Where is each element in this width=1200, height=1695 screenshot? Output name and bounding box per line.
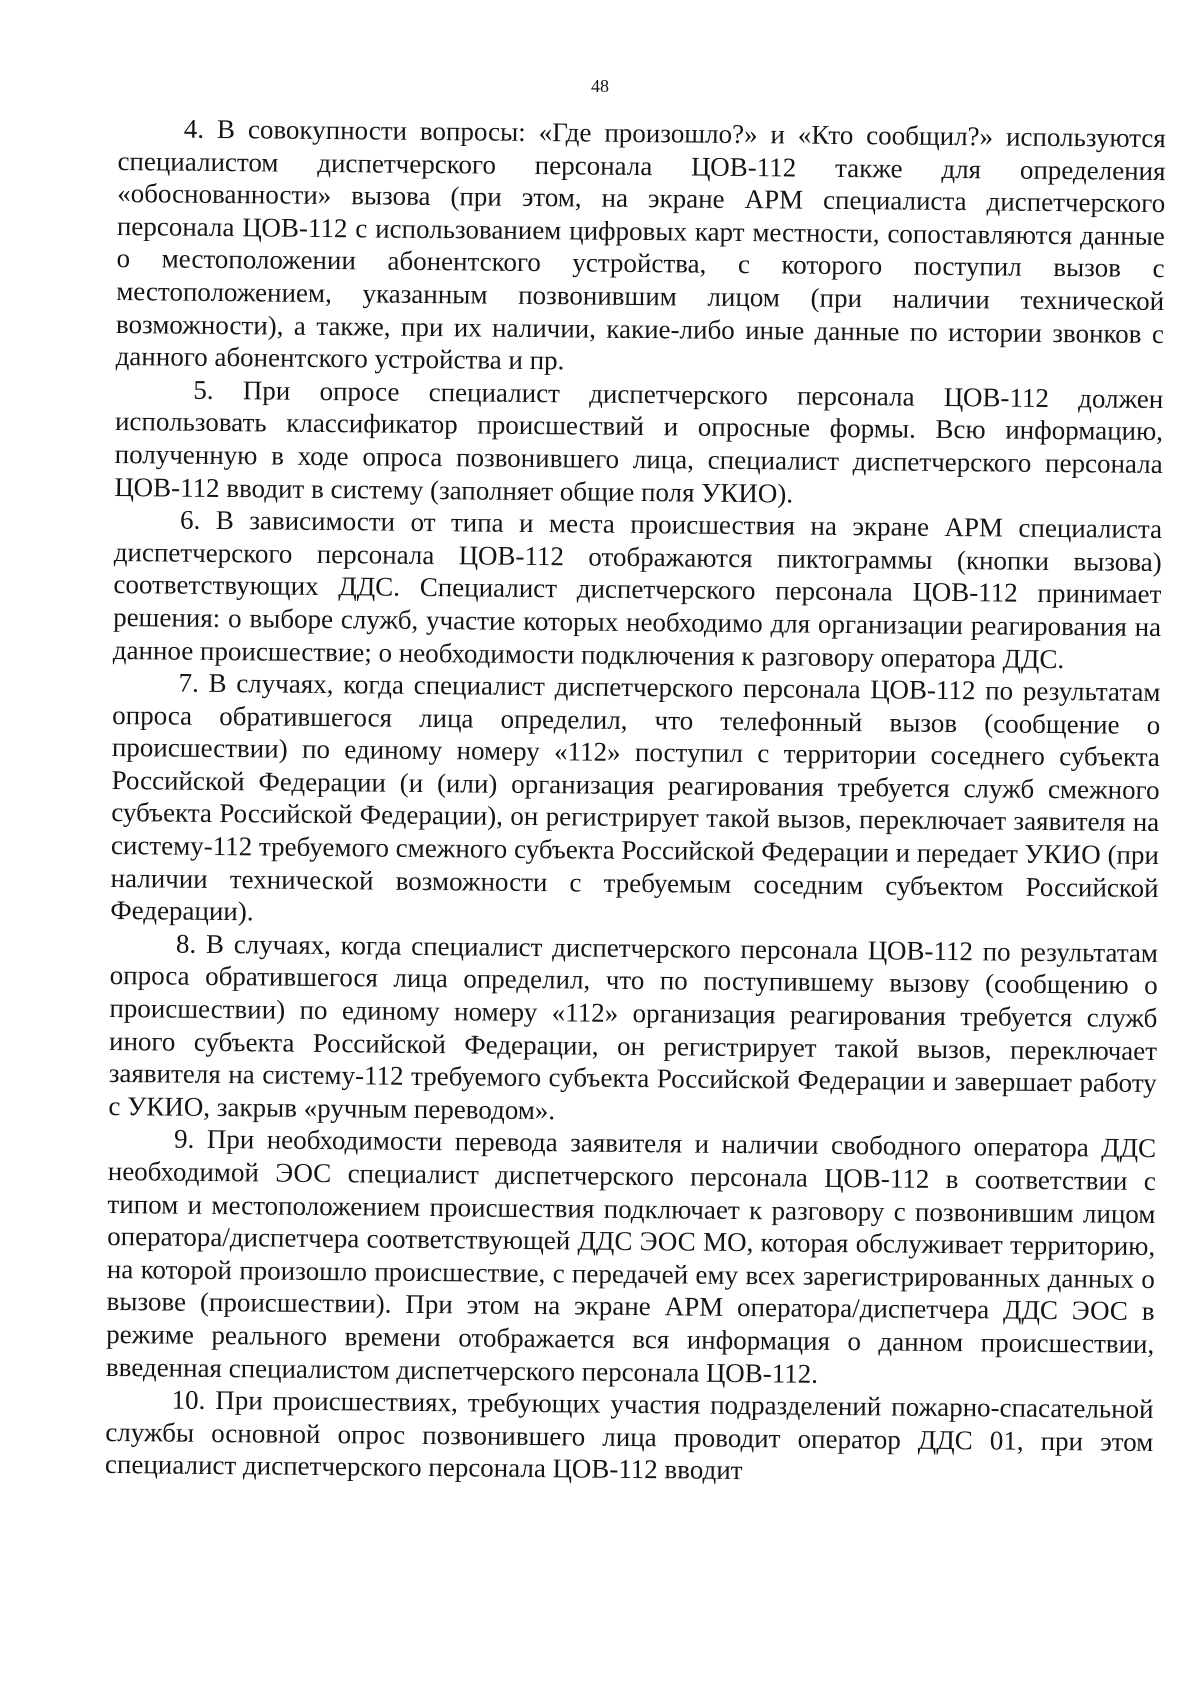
paragraph-9: 9. При необходимости перевода заявителя и наличии свободного оператора ДДС необходимой ЭОС специалист диспетчерского персонала ЦОВ-112 в соответствии с типом и местоположением происшествия подключает к разговору с позвонившим лицом оператора/диспетчера соответствующей ДДС ЭОС МО, которая обслуживает территорию, на которой произошло происшествие, с передачей ему всех зарегистрированных данных о вызове (происшествии). При этом на экране АРМ оператора/диспетчера ДДС ЭОС в режиме реального времени отображается вся информация о данном происшествии, введенная специалистом диспетчерского персонала ЦОВ-112. (105, 1123, 1157, 1389)
paragraph-6: 6. В зависимости от типа и места происшествия на экране АРМ специалиста диспетчерского персонала ЦОВ-112 отображаются пиктограммы (кнопки вызова) соответствующих ДДС. Специалист диспетчерского персонала ЦОВ-112 принимает решения: о выборе служб, участие которых необходимо для организации реагирования на данное происшествие; о необходимости подключения к разговору оператора ДДС. (112, 504, 1163, 674)
paragraph-7: 7. В случаях, когда специалист диспетчерского персонала ЦОВ-112 по результатам опроса обратившегося лица определил, что телефонный вызов (сообщение о происшествии) по единому номеру «112» поступил с территории соседнего субъекта Российской Федерации (и (или) организация реагирования требуется служб смежного субъекта Российской Федерации), он регистрирует такой вызов, переключает заявителя на систему-112 требуемого смежного субъекта Российской Федерации и передает УКИО (при наличии технической возможности с требуемым соседним субъектом Российской Федерации). (110, 667, 1161, 927)
paragraph-10: 10. При происшествиях, требующих участия подразделений пожарно-спасательной службы основной опрос позвонившего лица проводит оператор ДДС 01, при этом специалист диспетчерского персонала ЦОВ-112 вводит (104, 1384, 1154, 1486)
page-number: 48 (591, 76, 609, 96)
paragraph-4: 4. В совокупности вопросы: «Где произошло?» и «Кто сообщил?» используются специалистом диспетчерского персонала ЦОВ-112 также для определения «обоснованности» вызова (при этом, на экране АРМ специалиста диспетчерского персонала ЦОВ-112 с использованием цифровых карт местности, сопоставляются данные о местоположении абонентского устройства, с которого поступил вызов с местоположением, указанным позвонившим лицом (при наличии технической возможности), а также, при их наличии, какие-либо иные данные по истории звонков с данного абонентского устройства и пр. (115, 113, 1166, 376)
document-body (105, 112, 1166, 1491)
paragraph-8: 8. В случаях, когда специалист диспетчерского персонала ЦОВ-112 по результатам опроса обратившегося лица определил, что по поступившему вызову (сообщению о происшествии) по единому номеру «112» организация реагирования требуется служб иного субъекта Российской Федерации, он регистрирует такой вызов, переключает заявителя на систему-112 требуемого субъекта Российской Федерации и завершает работу с УКИО, закрыв «ручным переводом». (108, 928, 1159, 1126)
paragraph-5: 5. При опросе специалист диспетчерского персонала ЦОВ-112 должен использовать классификатор происшествий и опросные формы. Всю информацию, полученную в ходе опроса позвонившего лица, специалист диспетчерского персонала ЦОВ-112 вводит в систему (заполняет общие поля УКИО). (114, 374, 1164, 509)
